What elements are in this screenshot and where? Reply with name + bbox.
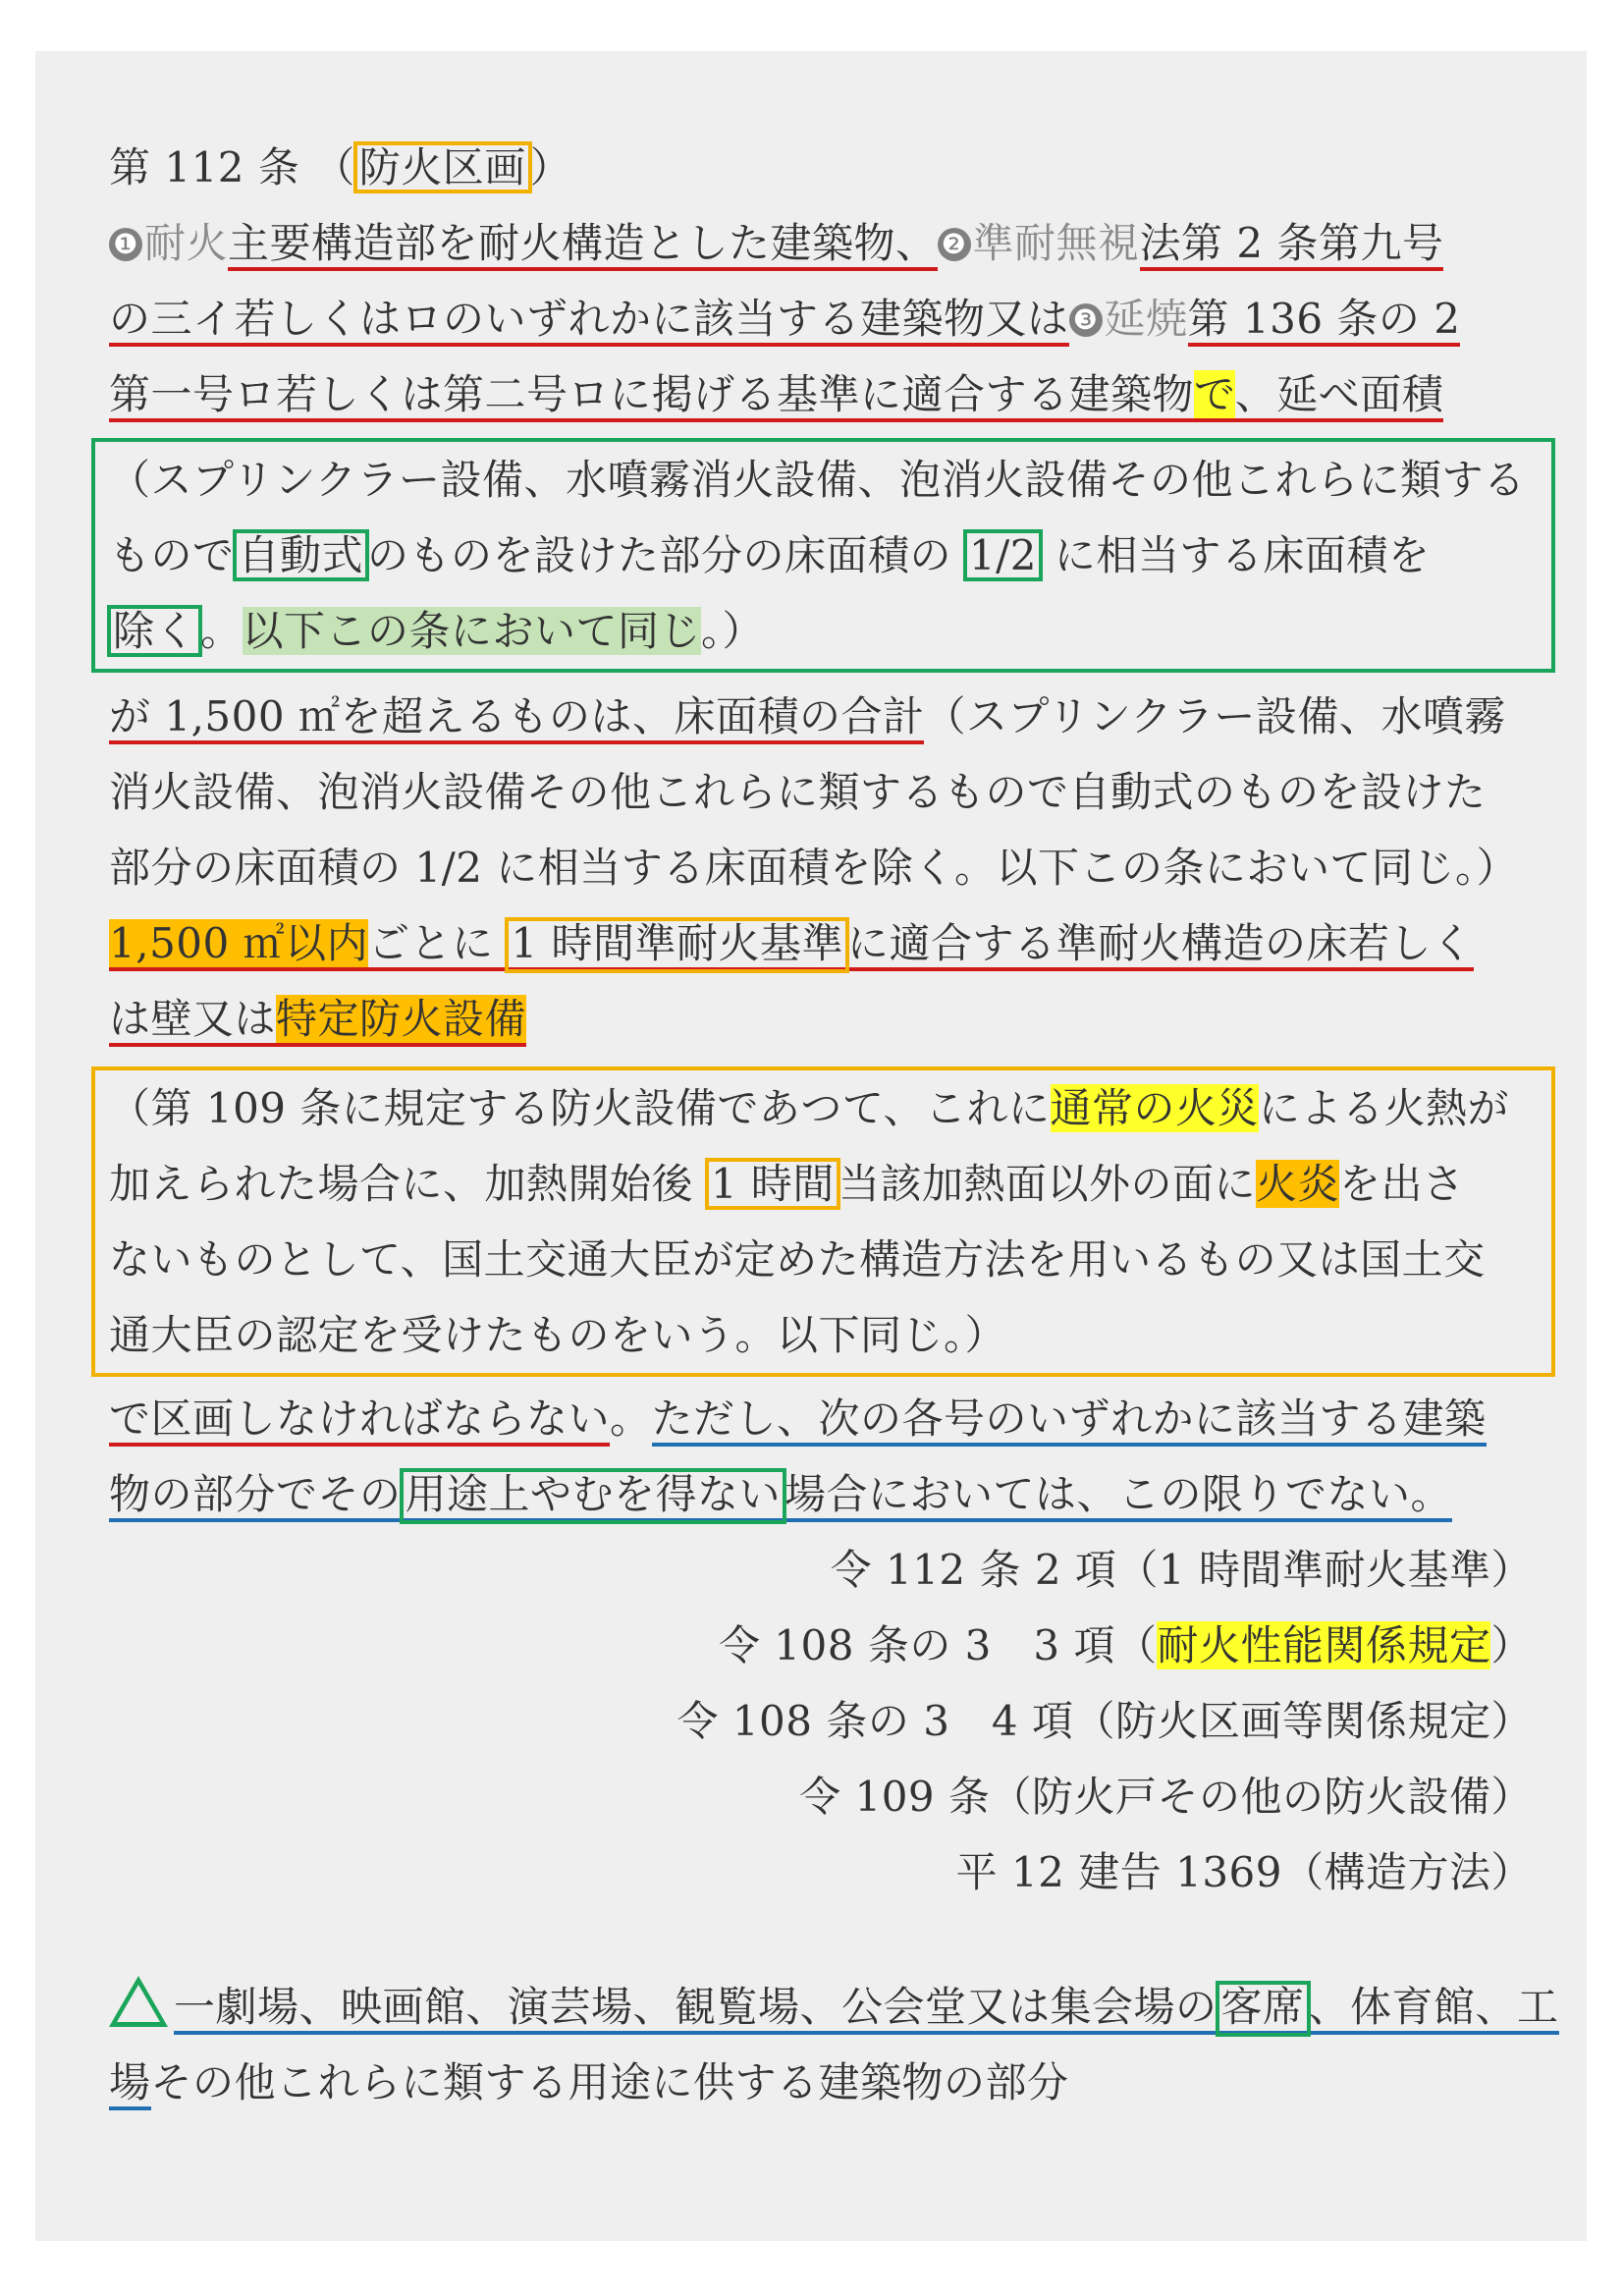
para3-red-text: で区画しなければならない (109, 1394, 610, 1447)
para3-line2 (109, 1456, 1533, 1532)
reference-2-text-a: 令 108 条の 3 3 項（ (718, 1621, 1158, 1669)
box2-line2 (109, 1146, 1538, 1222)
box1-line1: （スプリンクラー設備、水噴霧消火設備、泡消火設備その他これらに類する (109, 456, 1526, 504)
box1-green-highlight: 以下この条において同じ (242, 607, 702, 655)
para2-red-text-3: に適合する準耐火構造の床若しく (847, 919, 1474, 971)
item1-boxed-seats: 客席 (1217, 1983, 1309, 2035)
box2-yellow-normal-fire: 通常の火災 (1050, 1084, 1260, 1132)
heading-title: 防火区画 (355, 143, 530, 191)
triangle-icon (109, 1976, 168, 2027)
heading-prefix: 第 112 条 （ (109, 143, 355, 191)
para2-orange-area: 1,500 ㎡以内 (109, 919, 368, 971)
para2-line1 (109, 679, 1533, 754)
para1-red-text-4: 第 136 条の 2 (1188, 295, 1461, 347)
item1-blue-text-3: 場 (109, 2058, 151, 2110)
reference-4: 令 109 条（防火戸その他の防火設備） (799, 1773, 1533, 1821)
box1-text-d: 。 (200, 607, 243, 655)
para1-line1 (109, 205, 1533, 281)
box1-boxed-half: 1/2 (965, 531, 1041, 579)
reference-3: 令 108 条の 3 4 項（防火区画等関係規定） (676, 1697, 1533, 1745)
box2-line1 (109, 1070, 1538, 1146)
para3-blue-text-2: 物の部分でその (109, 1470, 402, 1522)
para2-line4 (109, 905, 1533, 981)
box2-text-d: 当該加熱面以外の面に (838, 1160, 1256, 1208)
item1-text: その他これらに類する用途に供する建築物の部分 (150, 2058, 1069, 2106)
para1-red-text-6: 、延べ面積 (1235, 370, 1444, 422)
box1-line2 (109, 518, 1538, 593)
para1-gray-label-3: 延焼 (1104, 295, 1188, 343)
para1-red-text-3: の三イ若しくはロのいずれかに該当する建築物又は (109, 295, 1069, 347)
heading-suffix: ） (529, 143, 572, 191)
reference-2-yellow: 耐火性能関係規定 (1157, 1621, 1491, 1669)
box1-text-e: 。） (701, 607, 765, 655)
reference-2 (109, 1608, 1533, 1683)
para2-boxed-1hour-standard: 1 時間準耐火基準 (507, 919, 847, 971)
box1-line3 (109, 593, 1538, 669)
circled-number-1: ❶ (109, 228, 142, 261)
para2-line2: 消火設備、泡消火設備その他これらに類するもので自動式のものを設けた (109, 768, 1487, 816)
para3-blue-text-1: ただし、次の各号のいずれかに該当する建築 (652, 1394, 1487, 1447)
para3-blue-text-3: 場合においては、この限りでない。 (784, 1470, 1452, 1522)
box2-text-a: （第 109 条に規定する防火設備であつて、これに (109, 1084, 1051, 1132)
para2-red-text-1: が 1,500 ㎡を超えるものは、床面積の合計 (109, 692, 924, 744)
para1-line2 (109, 281, 1533, 356)
article-heading (109, 130, 1533, 205)
item1-number: 一 (174, 1983, 216, 2035)
para2-line3: 部分の床面積の 1/2 に相当する床面積を除く。以下この条において同じ。） (109, 844, 1518, 892)
circled-number-2: ❷ (938, 228, 971, 261)
para1-gray-label-2: 準耐無視 (972, 219, 1140, 267)
para1-red-text-1: 主要構造部を耐火構造とした建築物、 (228, 219, 938, 271)
sprinkler-note-box (91, 438, 1555, 673)
para1-gray-label-1: 耐火 (144, 219, 229, 267)
para1-red-text-5: 第一号ロ若しくは第二号ロに掲げる基準に適合する建築物 (109, 370, 1194, 422)
box1-boxed-automatic: 自動式 (235, 531, 368, 579)
article-content (109, 130, 1559, 2120)
para2-red-text-2: ごとに (368, 919, 507, 971)
item1-line1 (109, 1969, 1559, 2045)
para2-text-1: （スプリンクラー設備、水噴霧 (924, 692, 1506, 740)
item1-line2 (109, 2045, 1533, 2120)
box1-text-b: のものを設けた部分の床面積の (367, 531, 965, 579)
para3-text-a: 。 (610, 1394, 652, 1443)
box2-orange-flame: 火炎 (1255, 1160, 1339, 1208)
box2-text-c: 加えられた場合に、加熱開始後 (109, 1160, 707, 1208)
box1-text-a: もので (109, 531, 235, 579)
para2-line5 (109, 981, 1533, 1057)
page-sheet (35, 51, 1587, 2241)
circled-number-3: ❸ (1069, 303, 1103, 337)
box2-line4: 通大臣の認定を受けたものをいう。以下同じ。） (109, 1311, 1007, 1359)
reference-5: 平 12 建告 1369（構造方法） (955, 1848, 1533, 1896)
reference-2-text-b: ） (1490, 1621, 1533, 1669)
box2-text-e: を出さ (1338, 1160, 1465, 1208)
para3-boxed-unavoidable: 用途上やむを得ない (402, 1470, 785, 1522)
box2-boxed-1hour: 1 時間 (707, 1160, 839, 1208)
para3-line1 (109, 1381, 1533, 1456)
fire-equipment-definition-box (91, 1066, 1555, 1377)
item1-blue-text-1: 劇場、映画館、演芸場、観覧場、公会堂又は集会場の (216, 1983, 1217, 2035)
para2-red-text-4: は壁又は (109, 995, 276, 1047)
box1-text-c: に相当する床面積を (1040, 531, 1431, 579)
para1-red-text-2: 法第 2 条第九号 (1140, 219, 1444, 271)
box1-boxed-exclude: 除く (109, 607, 200, 655)
reference-1: 令 112 条 2 項（1 時間準耐火基準） (830, 1546, 1533, 1594)
box2-text-b: による火熱が (1259, 1084, 1510, 1132)
para1-line3 (109, 356, 1533, 432)
para2-orange-specific-fire-equipment: 特定防火設備 (276, 995, 526, 1047)
box2-line3: ないものとして、国土交通大臣が定めた構造方法を用いるもの又は国土交 (109, 1235, 1486, 1284)
para1-yellow-text: で (1194, 370, 1235, 422)
spacer (109, 1910, 1533, 1969)
item1-blue-text-2: 、体育館、工 (1309, 1983, 1559, 2035)
